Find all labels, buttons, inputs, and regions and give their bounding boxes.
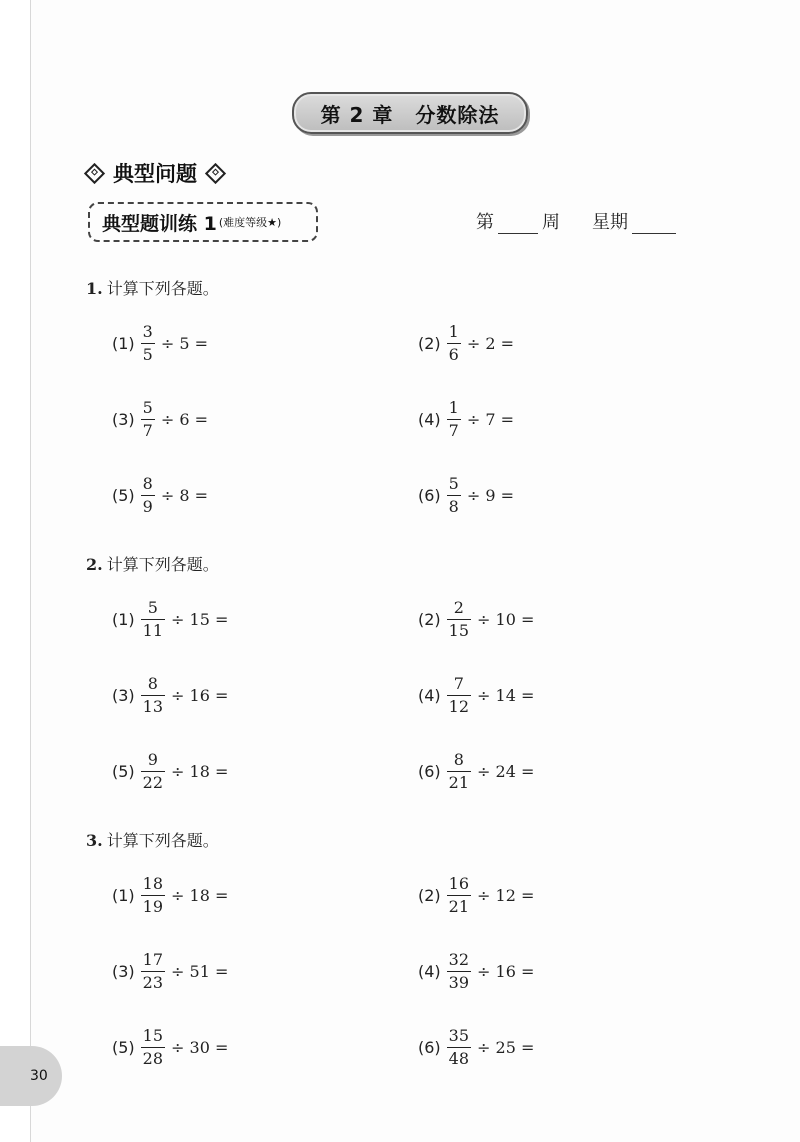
exercise-index: (2) — [418, 886, 441, 905]
fraction-denominator: 23 — [142, 973, 164, 992]
exercise-item — [418, 1028, 534, 1067]
exercise-item — [112, 400, 208, 439]
fraction-denominator: 13 — [142, 697, 164, 716]
fraction-denominator: 22 — [142, 773, 164, 792]
exercise-item — [418, 400, 514, 439]
fraction-denominator: 15 — [448, 621, 470, 640]
exercise-item — [112, 676, 228, 715]
exercise-item — [418, 876, 534, 915]
weekday-label: 星期 — [592, 212, 628, 233]
exercise-item — [112, 476, 208, 515]
fraction — [141, 324, 155, 363]
exercise-index: (5) — [112, 486, 135, 505]
chapter-title: 分数除法 — [415, 102, 500, 127]
fraction-denominator: 21 — [448, 897, 470, 916]
fraction-numerator: 5 — [142, 398, 153, 417]
fraction-denominator: 7 — [448, 421, 459, 440]
exercise-operation: ÷ 16 = — [477, 962, 535, 981]
fraction-denominator: 48 — [448, 1049, 470, 1068]
section-title: 典型问题 — [113, 162, 197, 186]
exercise-operation: ÷ 2 = — [466, 334, 515, 353]
week-blank[interactable] — [498, 213, 538, 234]
fraction-denominator: 19 — [142, 897, 164, 916]
question-heading — [86, 276, 219, 299]
fraction-denominator: 9 — [142, 497, 153, 516]
fraction-denominator: 6 — [448, 345, 459, 364]
exercise-operation: ÷ 10 = — [477, 610, 535, 629]
exercise-operation: ÷ 30 = — [171, 1038, 229, 1057]
exercise-operation: ÷ 15 = — [171, 610, 229, 629]
exercise-index: (5) — [112, 762, 135, 781]
exercise-item — [112, 876, 228, 915]
fraction-denominator: 5 — [142, 345, 153, 364]
exercise-index: (1) — [112, 610, 135, 629]
exercise-index: (4) — [418, 686, 441, 705]
exercise-operation: ÷ 24 = — [477, 762, 535, 781]
fraction-numerator: 16 — [448, 874, 470, 893]
fraction-numerator: 5 — [147, 598, 158, 617]
question-number: 3. — [86, 831, 103, 850]
exercise-item — [418, 952, 534, 991]
fraction — [141, 1028, 165, 1067]
fraction-denominator: 21 — [448, 773, 470, 792]
exercise-item — [418, 324, 514, 363]
question-heading — [86, 552, 219, 575]
fraction — [447, 876, 471, 915]
fraction-numerator: 5 — [448, 474, 459, 493]
exercise-operation: ÷ 7 = — [466, 410, 515, 429]
fraction-numerator: 2 — [453, 598, 464, 617]
diamond-icon — [205, 162, 226, 183]
fraction — [447, 600, 471, 639]
exercise-item — [112, 324, 208, 363]
exercise-item — [112, 1028, 228, 1067]
training-box — [88, 202, 318, 242]
exercise-item — [112, 600, 228, 639]
exercise-operation: ÷ 8 = — [160, 486, 209, 505]
fraction — [141, 400, 155, 439]
fraction-denominator: 28 — [142, 1049, 164, 1068]
section-heading — [82, 158, 228, 188]
fraction-denominator: 8 — [448, 497, 459, 516]
fraction-numerator: 7 — [453, 674, 464, 693]
question-heading — [86, 828, 219, 851]
exercise-operation: ÷ 18 = — [171, 886, 229, 905]
training-difficulty: (难度等级★) — [218, 216, 282, 229]
question-prompt: 计算下列各题。 — [106, 279, 219, 298]
week-line — [476, 208, 680, 234]
fraction-numerator: 18 — [142, 874, 164, 893]
page-number — [0, 1046, 62, 1106]
weekday-blank[interactable] — [632, 213, 676, 234]
fraction-numerator: 1 — [448, 322, 459, 341]
exercise-index: (6) — [418, 1038, 441, 1057]
week-prefix: 第 — [476, 212, 494, 233]
fraction-denominator: 7 — [142, 421, 153, 440]
exercise-index: (6) — [418, 762, 441, 781]
fraction-numerator: 1 — [448, 398, 459, 417]
fraction — [447, 476, 461, 515]
exercise-index: (5) — [112, 1038, 135, 1057]
exercise-index: (1) — [112, 886, 135, 905]
fraction — [447, 676, 471, 715]
exercise-index: (3) — [112, 962, 135, 981]
chapter-banner — [292, 92, 528, 134]
exercise-operation: ÷ 6 = — [160, 410, 209, 429]
exercise-operation: ÷ 51 = — [171, 962, 229, 981]
diamond-icon — [84, 162, 105, 183]
fraction-numerator: 15 — [142, 1026, 164, 1045]
fraction — [141, 676, 165, 715]
exercise-operation: ÷ 18 = — [171, 762, 229, 781]
fraction-denominator: 11 — [142, 621, 164, 640]
fraction — [447, 752, 471, 791]
fraction — [141, 876, 165, 915]
week-suffix: 周 — [542, 212, 560, 233]
fraction-numerator: 8 — [142, 474, 153, 493]
fraction-denominator: 12 — [448, 697, 470, 716]
fraction — [447, 952, 471, 991]
exercise-index: (4) — [418, 962, 441, 981]
question-prompt: 计算下列各题。 — [106, 831, 219, 850]
exercise-index: (6) — [418, 486, 441, 505]
fraction — [447, 1028, 471, 1067]
exercise-item — [418, 600, 534, 639]
exercise-item — [418, 476, 514, 515]
exercise-index: (2) — [418, 610, 441, 629]
fraction — [141, 952, 165, 991]
exercise-item — [112, 952, 228, 991]
fraction-denominator: 39 — [448, 973, 470, 992]
fraction-numerator: 32 — [448, 950, 470, 969]
exercise-index: (4) — [418, 410, 441, 429]
fraction — [447, 324, 461, 363]
question-prompt: 计算下列各题。 — [106, 555, 219, 574]
fraction-numerator: 9 — [147, 750, 158, 769]
exercise-index: (3) — [112, 410, 135, 429]
fraction-numerator: 3 — [142, 322, 153, 341]
exercise-item — [112, 752, 228, 791]
exercise-index: (2) — [418, 334, 441, 353]
exercise-index: (3) — [112, 686, 135, 705]
fraction-numerator: 17 — [142, 950, 164, 969]
fraction — [447, 400, 461, 439]
exercise-item — [418, 752, 534, 791]
question-number: 2. — [86, 555, 103, 574]
fraction-numerator: 35 — [448, 1026, 470, 1045]
exercise-operation: ÷ 25 = — [477, 1038, 535, 1057]
exercise-operation: ÷ 14 = — [477, 686, 535, 705]
fraction — [141, 476, 155, 515]
exercise-item — [418, 676, 534, 715]
exercise-operation: ÷ 5 = — [160, 334, 209, 353]
question-number: 1. — [86, 279, 103, 298]
fraction-numerator: 8 — [453, 750, 464, 769]
exercise-operation: ÷ 9 = — [466, 486, 515, 505]
exercise-index: (1) — [112, 334, 135, 353]
fraction — [141, 600, 165, 639]
page-number-text: 30 — [30, 1068, 48, 1084]
chapter-label: 第 2 章 — [320, 102, 394, 127]
exercise-operation: ÷ 12 = — [477, 886, 535, 905]
exercise-operation: ÷ 16 = — [171, 686, 229, 705]
fraction — [141, 752, 165, 791]
fraction-numerator: 8 — [147, 674, 158, 693]
training-title: 典型题训练 1 — [102, 212, 217, 235]
